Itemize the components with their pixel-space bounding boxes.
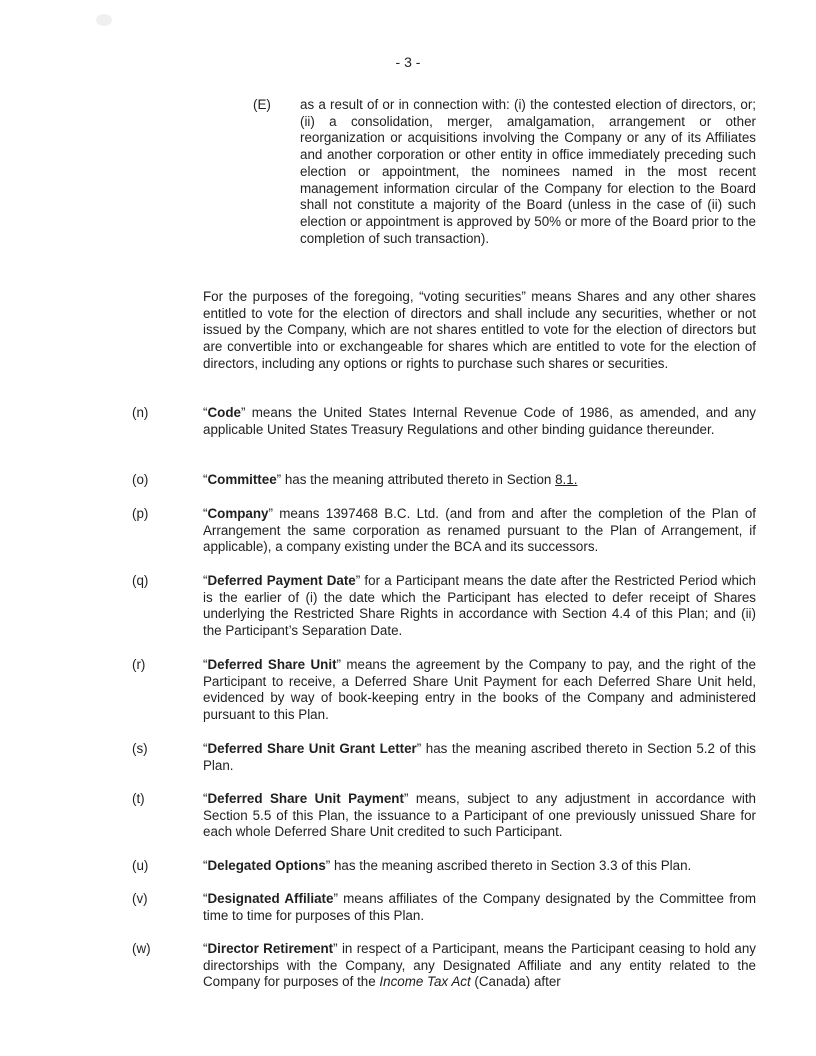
definition-label: (q) [132,573,149,588]
definition-text: “Deferred Share Unit Grant Letter” has the meaning ascribed thereto in Section 5.2 of this Plan. [203,741,756,773]
scan-smudge [96,14,112,26]
definition-label: (s) [132,741,148,756]
definition-text: “Deferred Share Unit Payment” means, subject to any adjustment in accordance with Section 5.5 of this Plan, the issuance to a Participant of one previously unissued Share for each whole Deferred Share Unit credited to such Participant. [203,791,756,840]
section-reference: 8.1. [555,472,578,487]
definition-label: (w) [132,941,151,956]
definition-label: (u) [132,858,149,873]
definition-label: (p) [132,506,149,521]
defined-term: Deferred Payment Date [207,573,356,588]
sub-item-label: (E) [253,97,271,112]
defined-term: Company [207,506,269,521]
definition-text: “Director Retirement” in respect of a Participant, means the Participant ceasing to hold any directorships with the Company, any Designated Affiliate and any entity related to the Company for purposes of the Income Tax Act (Canada) after [203,941,757,990]
definition-text: “Delegated Options” has the meaning ascribed thereto in Section 3.3 of this Plan. [203,858,692,873]
defined-term: Delegated Options [207,858,326,873]
definition-label: (r) [132,657,146,672]
definition-text: “Company” means 1397468 B.C. Ltd. (and from and after the completion of the Plan of Arrangement the same corporation as renamed pursuant to the Plan of Arrangement, if applicable), a company existing under the BCA and its successors. [203,506,756,555]
definition-text: “Deferred Payment Date” for a Participant means the date after the Restricted Period which is the earlier of (i) the date which the Participant has elected to defer receipt of Shares underlying the Restricted Share Rights in accordance with Section 4.4 of this Plan; and (ii) the Participant’s Separation Date. [203,573,757,639]
defined-term: Designated Affiliate [207,891,334,906]
definition-label: (v) [132,891,148,906]
page-number: - 3 - [395,54,421,70]
definition-text: “Code” means the United States Internal Revenue Code of 1986, as amended, and any applicable United States Treasury Regulations and other binding guidance thereunder. [203,405,756,437]
sub-item-text: as a result of or in connection with: (i) the contested election of directors, or; (ii) a consolidation, merger, amalgamation, arrangement or other reorganization or acquisitions involving the Company or any of its Affiliates and another corporation or other entity in office immediately preceding such election or appointment, the nominees named in the most recent management information circular of the Company for election to the Board shall not constitute a majority of the Board (unless in the case of (ii) such election or appointment is approved by 50% or more of the Board prior to the completion of such transaction). [300,97,756,246]
defined-term: Deferred Share Unit Grant Letter [207,741,417,756]
definition-label: (o) [132,472,149,487]
defined-term: Committee [207,472,277,487]
definition-text: “Committee” has the meaning attributed thereto in Section 8.1. [203,472,578,487]
defined-term: Code [207,405,241,420]
definition-label: (t) [132,791,145,806]
defined-term: Deferred Share Unit Payment [207,791,404,806]
statute-title: Income Tax Act [379,974,471,990]
voting-securities-paragraph: For the purposes of the foregoing, “voting securities” means Shares and any other shares entitled to vote for the election of directors and shall include any securities, whether or not issued by the Company, which are not shares entitled to vote for the election of directors but are convertible into or exchangeable for shares which are entitled to vote for the election of directors, including any options or rights to purchase such shares or securities. [203,289,756,371]
defined-term: Director Retirement [207,941,334,956]
definition-text: “Designated Affiliate” means affiliates of the Company designated by the Committee from time to time for purposes of this Plan. [203,891,756,923]
definition-label: (n) [132,405,149,420]
defined-term: Deferred Share Unit [207,657,337,672]
definition-text: “Deferred Share Unit” means the agreement by the Company to pay, and the right of the Participant to receive, a Deferred Share Unit Payment for each Deferred Share Unit held, evidenced by way of book-keeping entry in the books of the Company and administered pursuant to this Plan. [203,657,756,723]
